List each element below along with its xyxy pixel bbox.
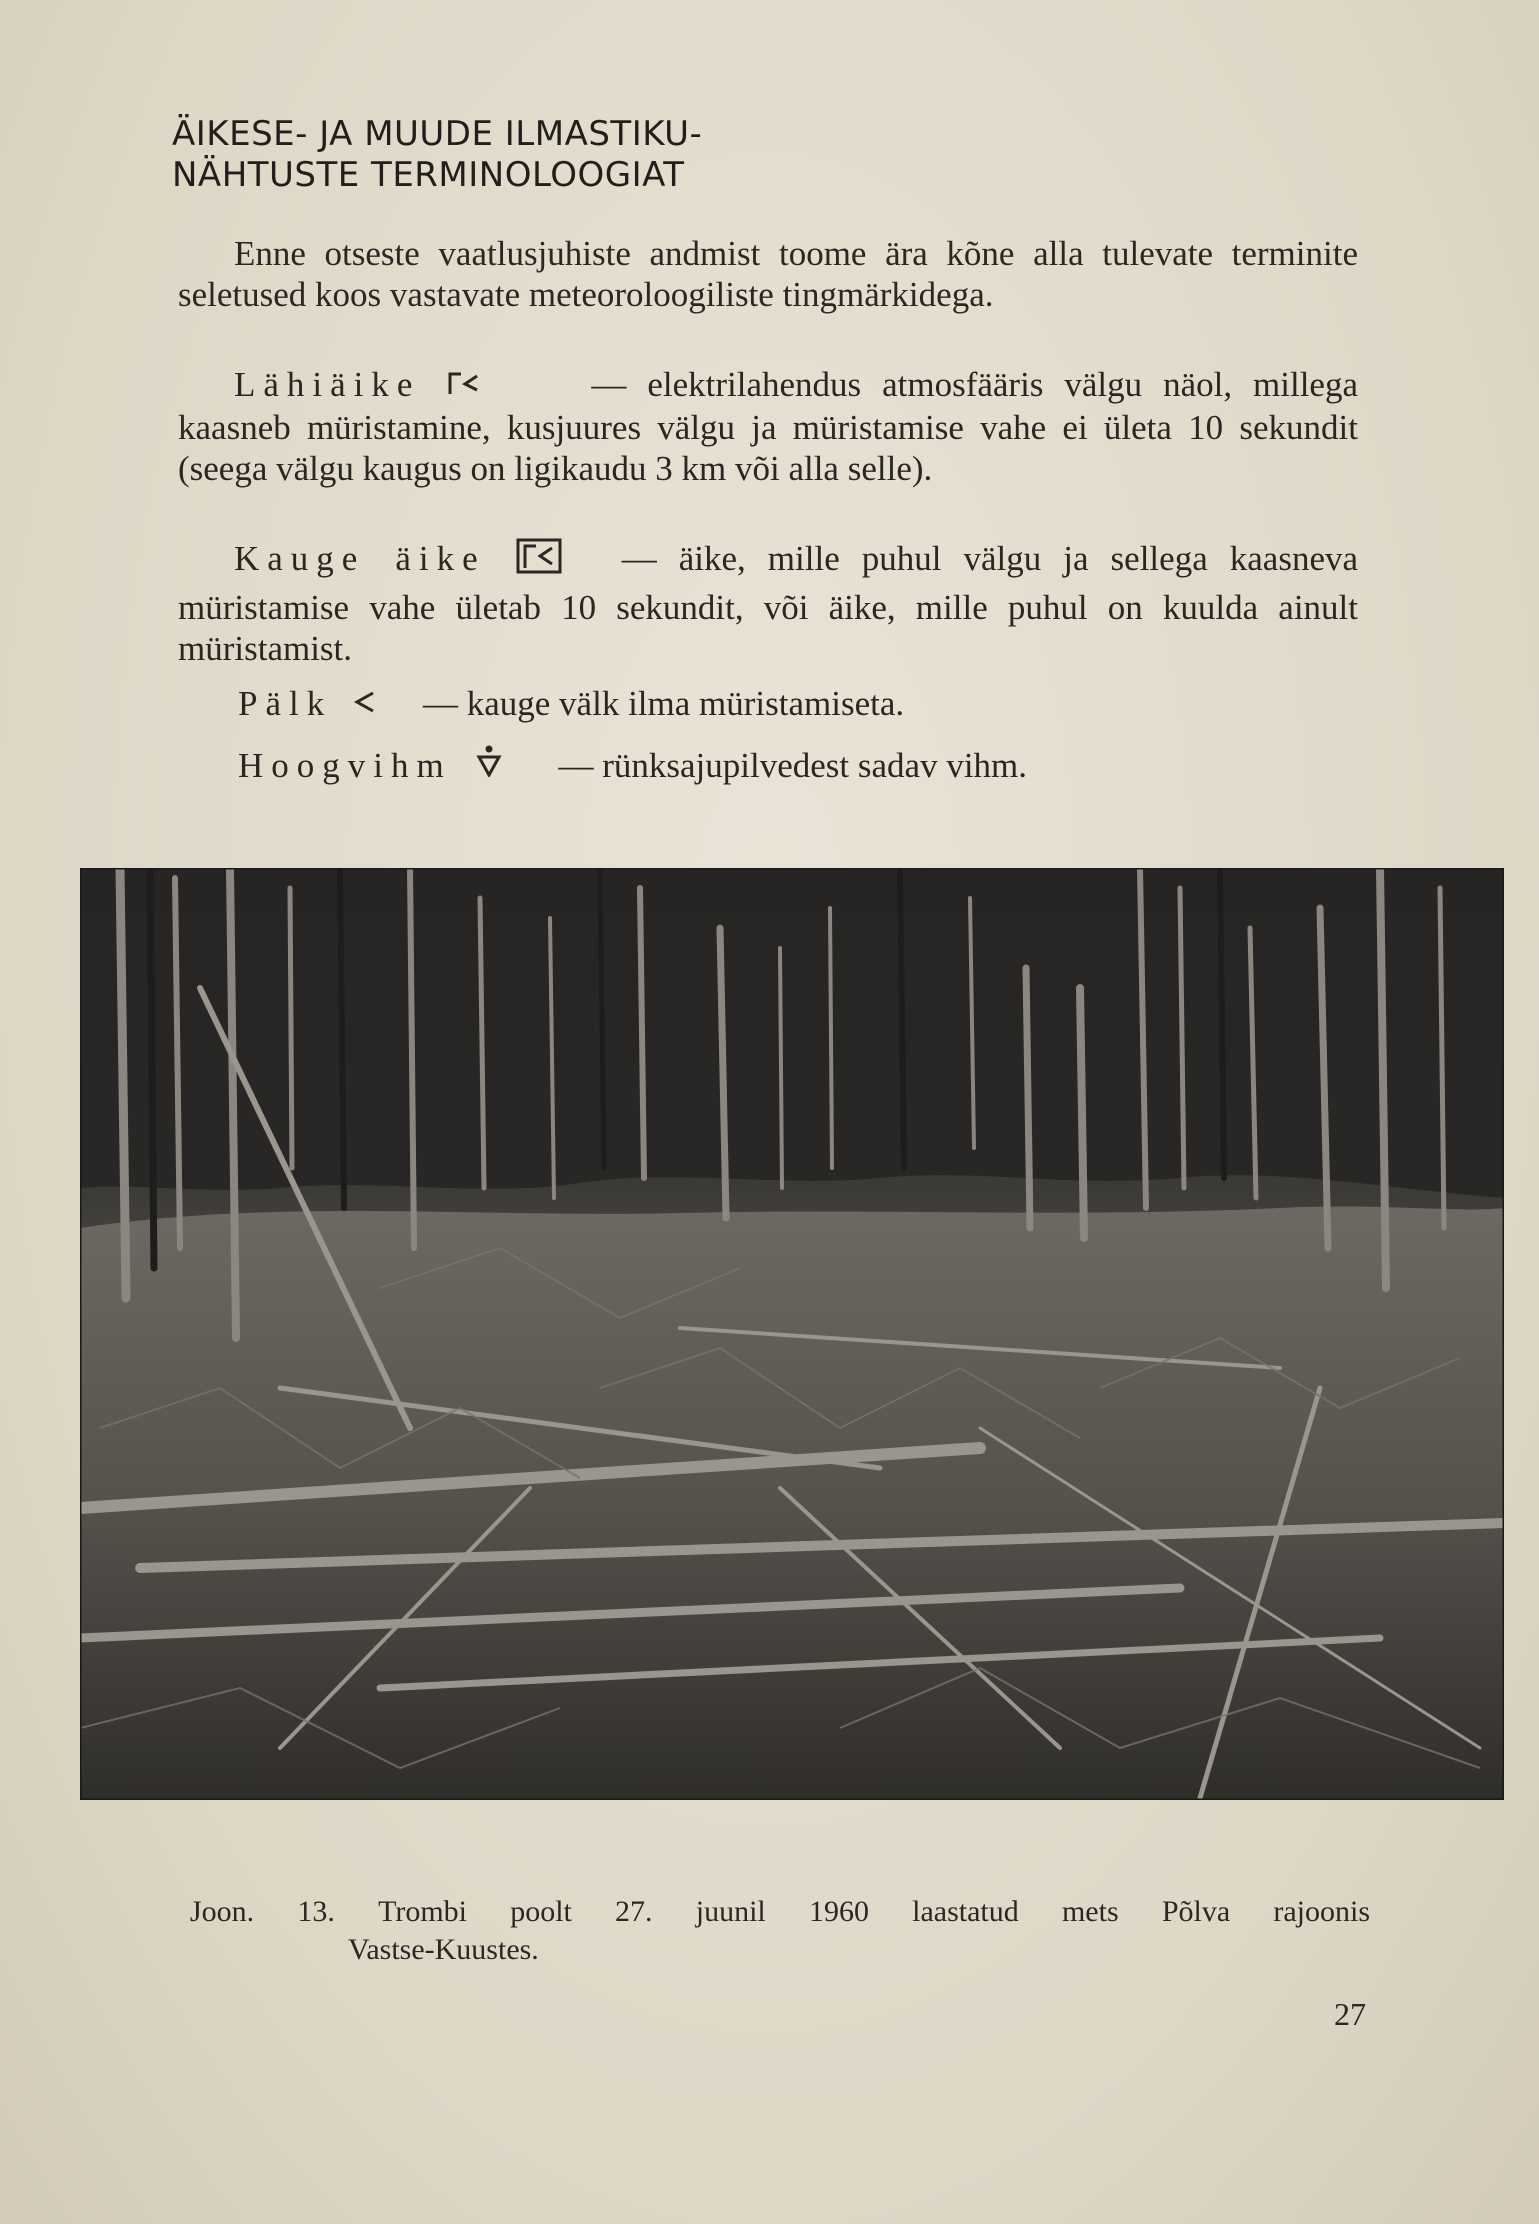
caption-word: Trombi: [378, 1895, 467, 1928]
heading-line-2: NÄHTUSTE TERMINOLOOGIAT: [172, 155, 685, 195]
caption-word: poolt: [510, 1895, 572, 1928]
caption-word: 1960: [808, 1895, 869, 1928]
term-name: Lähiäike: [234, 365, 421, 404]
figure-caption: [190, 1893, 1370, 1969]
section-heading: [172, 114, 702, 196]
caption-word: 13.: [297, 1895, 335, 1928]
caption-word: laastatud: [912, 1895, 1019, 1928]
caption-line-2: Vastse-Kuustes.: [348, 1933, 539, 1966]
term-name: Hoogvihm: [238, 746, 452, 785]
forest-damage-photo: [80, 868, 1504, 1800]
caption-word: juunil: [695, 1895, 766, 1928]
heading-line-1: ÄIKESE- JA MUUDE ILMASTIKU-: [172, 114, 703, 154]
caption-word: Joon.: [190, 1895, 255, 1928]
intro-paragraph: Enne otseste vaatlusjuhiste andmist toome ära kõne alla tulevate terminite seletused koos vastavate meteoroloogiliste tingmärkidega.: [178, 234, 1358, 314]
term-name: Kauge äike: [234, 539, 486, 578]
thunderstorm-distant-icon: [516, 536, 562, 587]
caption-word: Põlva: [1161, 1895, 1231, 1928]
term-definition-palk: [238, 683, 904, 726]
caption-word: mets: [1061, 1895, 1119, 1928]
rain-shower-icon: [476, 743, 502, 788]
term-definition-text: — kauge välk ilma müristamiseta.: [422, 684, 905, 723]
term-definition-text: — äike, mille puhul välgu ja sellega kaasneva müristamise vahe ületab 10 sekundit, või äike, mille puhul on kuulda ainult müristamist.: [178, 539, 1359, 668]
term-definition-hoogvihm: [238, 743, 1027, 788]
page-number: 27: [1334, 1996, 1366, 2032]
term-definition-text: — elektrilahendus atmosfääris välgu näol, millega kaasneb müristamine, kusjuures välgu ja müristamise vahe ei ületa 10 sekundit (seega välgu kaugus on ligikaudu 3 km või alla selle).: [178, 365, 1359, 488]
sheet-lightning-icon: [351, 685, 377, 726]
term-name: Pälk: [238, 684, 333, 723]
term-definition-kauge-aike: [178, 536, 1358, 669]
caption-line-1: [190, 1893, 1370, 1931]
term-definition-text: — rünksajupilvedest sadav vihm.: [558, 746, 1028, 785]
thunderstorm-near-icon: [447, 366, 481, 407]
caption-word: rajoonis: [1273, 1895, 1370, 1928]
caption-word: 27.: [615, 1895, 653, 1928]
term-definition-lahiaike: [178, 364, 1358, 489]
